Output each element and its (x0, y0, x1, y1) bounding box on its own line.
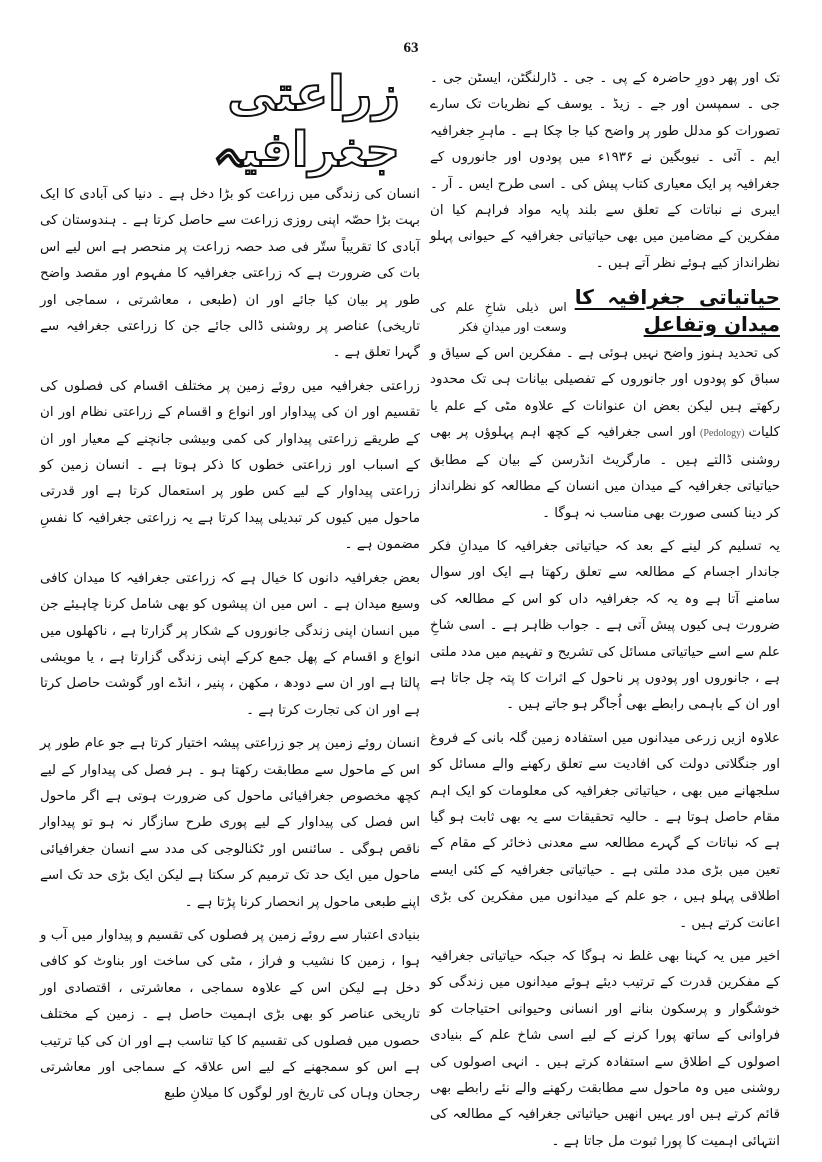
paragraph: بعض جغرافیہ دانوں کا خیال ہے کہ زراعتی جغرافیہ کا میدان کافی وسیع میدان ہے ۔ اس میں ان پیشوں کو بھی شامل کرنا چاہیئے جن میں انسان اپنی زندگی جانوروں کے شکار پر گزارتا ہے ، ناکھلوں میں انواع و اقسام کے پھل جمع کرکے اپنی زندگی گزارتا ہے ، یا مویشی پالتا ہے اور ان سے دودھ ، مکھن ، پنیر ، انڈے اور گوشت حاصل کرتا ہے اور ان کی تجارت کرتا ہے ۔ (40, 570, 420, 718)
paragraph: انسان کی زندگی میں زراعت کو بڑا دخل ہے ۔ دنیا کی آبادی کا ایک بہت بڑا حصّہ اپنی روزی زراعت سے حاصل کرتا ہے ۔ ہندوستان کی آبادی کا تقریباً ستّر فی صد حصہ زراعت پر منحصر ہے اس لیے اس بات کی ضرورت ہے کہ زراعتی جغرافیہ کا مفہوم اور مقصد واضح طور پر بیان کیا جائے اور ان (طبعی ، معاشرتی ، سماجی اور تاریخی) عناصر پر روشنی ڈالی جائے جن کا زراعتی جغرافیہ سے گہرا تعلق ہے ۔ (40, 187, 420, 361)
title-block (130, 66, 400, 178)
left-column (40, 182, 420, 1115)
paragraph: علاوہ ازیں زرعی میدانوں میں استفادہ زمین گلہ بانی کے فروغ اور جنگلاتی دولت کی افادیت سے تعلق رکھنے والے مسائل کو سلجھانے میں بھی ، حیاتیاتی جغرافیہ کی معلومات کو ایک اہم مقام حاصل ہوتا ہے ۔ حالیہ تحقیقات سے یہ بھی ثابت ہو گیا ہے کہ نباتات کے گہرے مطالعہ سے معدنی ذخائر کے مقام کے تعین میں بڑی مدد ملتی ہے ۔ حیاتیاتی جغرافیہ کے کئی ایسے اطلاقی پہلو ہیں ، جو علم کے میدانوں میں مفکرین کی بڑی اعانت کرتے ہیں ۔ (430, 730, 780, 931)
paragraph: یہ تسلیم کر لینے کے بعد کہ حیاتیاتی جغرافیہ کا میدانِ فکر جاندار اجسام کے مطالعہ سے تعلق رکھتا ہے ایک اور سوال سامنے آتا ہے وہ یہ کہ جغرافیہ داں کو اس کے مطالعہ کی ضرورت ہی کیوں پیش آتی ہے ۔ جواب ظاہر ہے ۔ اسی شاخِ علم سے اسے حیاتیاتی مسائل کی تشریح و تفہیم میں مدد ملتی ہے ، جانوروں اور پودوں پر ناحول کے اثرات کا پتہ چل جاتا ہے اور ان کے باہمی رابطے بھی اُجاگر ہو جاتے ہیں ۔ (430, 538, 780, 713)
paragraph: بنیادی اعتبار سے روئے زمین پر فصلوں کی تقسیم و پیداوار میں آب و ہوا ، زمین کا نشیب و فراز ، مٹی کی ساخت اور بناوٹ کو کافی دخل ہے لیکن اس کے علاوہ سماجی ، معاشرتی ، اقتصادی اور تاریخی عناصر کو بھی بڑی اہمیت حاصل ہے ۔ زمین کے مختلف حصوں میں فصلوں کی تقسیم کا کیا تناسب ہے اور ان کی کیا ترتیب ہے اس کو سمجھنے کے لیے اس علاقہ کے سماجی اور معاشرتی رجحان وہاں کی تاریخ اور لوگوں کا میلانِ طبع (40, 927, 420, 1102)
paragraph (430, 341, 780, 527)
section-heading-aside: اس ذیلی شاخِ علم کی وسعت اور میدانِ فکر (430, 300, 567, 335)
paragraph: زراعتی جغرافیہ میں روئے زمین پر مختلف اقسام کی فصلوں کی تقسیم اور ان کی پیداوار اور انواع و اقسام کے زراعتی نظام اور ان کے طریقے زراعتی پیداوار کی کمی وبیشی جانچنے کے معیار اور ان کے اسباب اور زراعتی خطوں کا ذکر ہوتا ہے ۔ انسان زمین کو زراعتی پیداوار کے لیے کس طور پر استعمال کرتا ہے اور قدرتی ماحول میں کیوں کر تبدیلی پیدا کرتا ہے یہ زراعتی جغرافیہ کا نفسِ مضمون ہے ۔ (40, 378, 420, 553)
section-heading-title: حیاتیاتی جغرافیہ کا میدان وتفاعل (574, 285, 780, 336)
paragraph-text: کی تحدید ہنوز واضح نہیں ہوئی ہے ۔ مفکرین اس کے سیاق و سباق کو پودوں اور جانوروں کے تفصیلی بیانات ہی تک محدود رکھتے ہیں لیکن بعض ان عنوانات کے علاوہ مٹی کے علم یا کلیات (430, 346, 780, 441)
section-heading (430, 284, 780, 337)
paragraph: تک اور پھر دورِ حاضرہ کے پی ۔ جی ۔ ڈارلنگٹن، ایسٹن جی ۔ جی ۔ سمپسن اور جے ۔ زیڈ ۔ یوسف کے نظریات تک سارے تصورات کو مدلل طور پر واضح کیا جا چکا ہے ۔ ماہرِ جغرافیہ ایم ۔ آئی ۔ نیوبگین نے ۱۹۳۶ء میں پودوں اور جانوروں کے جغرافیہ پر ایک معیاری کتاب پیش کی ۔ اسی طرح ایس ۔ آر ۔ ایبری نے نباتات کے تعلق سے بلند پایہ مواد فراہم کیا ان مفکرین کے مضامین میں بھی حیاتیاتی جغرافیہ کے حیوانی پہلو نظرانداز کیے ہوئے نظر آتے ہیں ۔ (430, 71, 780, 271)
paragraph: انسان روئے زمین پر جو زراعتی پیشہ اختیار کرتا ہے جو عام طور پر اس کے ماحول سے مطابقت رکھتا ہو ۔ ہر فصل کی پیداوار کے لیے کچھ مخصوص جغرافیائی ماحول کی ضرورت ہوتی ہے اگر ماحول اس فصل کی پیداوار کے لیے پوری طرح سازگار نہ ہو تو پیداوار ناقص ہوگی ۔ سائنس اور ٹکنالوجی کی مدد سے انسان جغرافیائی ماحول میں ایک حد تک ترمیم کر سکتا ہے لیکن ایک بڑی حد تک اسے اپنے طبعی ماحول پر انحصار کرنا پڑتا ہے ۔ (40, 736, 420, 910)
paragraph: اخیر میں یہ کہنا بھی غلط نہ ہوگا کہ جبکہ حیاتیاتی جغرافیہ کے مفکرین قدرت کے ترتیب دیئے ہوئے میدانوں میں زندگی کو خوشگوار و پرسکون بنانے اور انسانی وحیوانی احتیاجات کو فراوانی کے ساتھ پورا کرنے کے لیے اسی شاخ علم کے بنیادی اصولوں کے اطلاق سے استفادہ کرتے ہیں ۔ انہی اصولوں کی روشنی میں وہ ماحول سے مطابقت رکھنے والے نئے رابطے بھی قائم کرتے ہیں اور یہیں انھیں حیاتیاتی جغرافیہ کے مطالعہ کی انتہائی اہمیت کا پورا ثبوت مل جاتا ہے ۔ (430, 949, 780, 1149)
page-number: 63 (403, 40, 419, 56)
right-column (430, 66, 780, 1162)
page-title: زراعتی جغرافیہ (212, 66, 400, 178)
pedology-note: (Pedology) (700, 428, 745, 440)
paragraph-text: اور اسی جغرافیہ کے کچھ اہم پہلوؤں پر بھی روشنی ڈالتے ہیں ۔ مارگریٹ انڈرسن کے بیان کے مطابق حیاتیاتی جغرافیہ کے میدان میں انسان کے مطالعہ کو نظرانداز کر دینا کسی صورت بھی مناسب نہ ہوگا ۔ (430, 425, 780, 521)
